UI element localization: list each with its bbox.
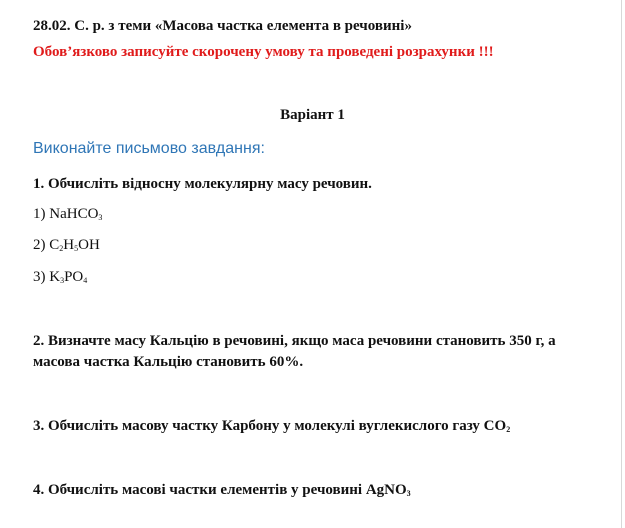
worksheet-title: 28.02. С. р. з теми «Масова частка елемента в речовині» xyxy=(33,18,412,34)
formula-part: C xyxy=(49,237,60,253)
item-number: 2) xyxy=(33,237,50,253)
item-number: 3) xyxy=(33,269,50,285)
task-3 xyxy=(33,417,510,435)
variant-heading: Варіант 1 xyxy=(280,107,345,123)
instruction-text: Виконайте письмово завдання: xyxy=(33,140,265,157)
task-3-text: 3. Обчисліть масову частку Карбону у молекулі вуглекислого газу CO xyxy=(33,418,507,434)
item-number: 1) xyxy=(33,206,50,222)
page-edge xyxy=(621,0,622,528)
formula-subscript: 2 xyxy=(506,425,511,434)
formula-subscript: 3 xyxy=(406,489,411,498)
formula-part: H xyxy=(63,237,75,253)
task-2-line-1: 2. Визначте масу Кальцію в речовині, якщо маса речовини становить 350 г, а xyxy=(33,333,556,349)
formula-subscript: 3 xyxy=(60,276,65,285)
task-1-item-1 xyxy=(33,205,102,223)
task-1-item-2 xyxy=(33,236,100,254)
formula-part: OH xyxy=(78,237,100,253)
formula-part: NaHCO xyxy=(49,206,99,222)
task-2-line-2: масова частка Кальцію становить 60%. xyxy=(33,354,304,370)
formula-subscript: 5 xyxy=(74,244,79,253)
task-1-item-3 xyxy=(33,268,87,286)
formula-subscript: 3 xyxy=(98,213,103,222)
task-4 xyxy=(33,481,411,499)
formula-part: PO xyxy=(64,269,84,285)
formula-part: K xyxy=(49,269,61,285)
warning-text: Обов’язково записуйте скорочену умову та проведені розрахунки !!! xyxy=(33,44,494,60)
formula-subscript: 4 xyxy=(83,276,88,285)
formula-subscript: 2 xyxy=(59,244,64,253)
task-4-text: 4. Обчисліть масові частки елементів у речовині AgNO xyxy=(33,482,407,498)
task-1-title: 1. Обчисліть відносну молекулярну масу речовин. xyxy=(33,176,372,192)
